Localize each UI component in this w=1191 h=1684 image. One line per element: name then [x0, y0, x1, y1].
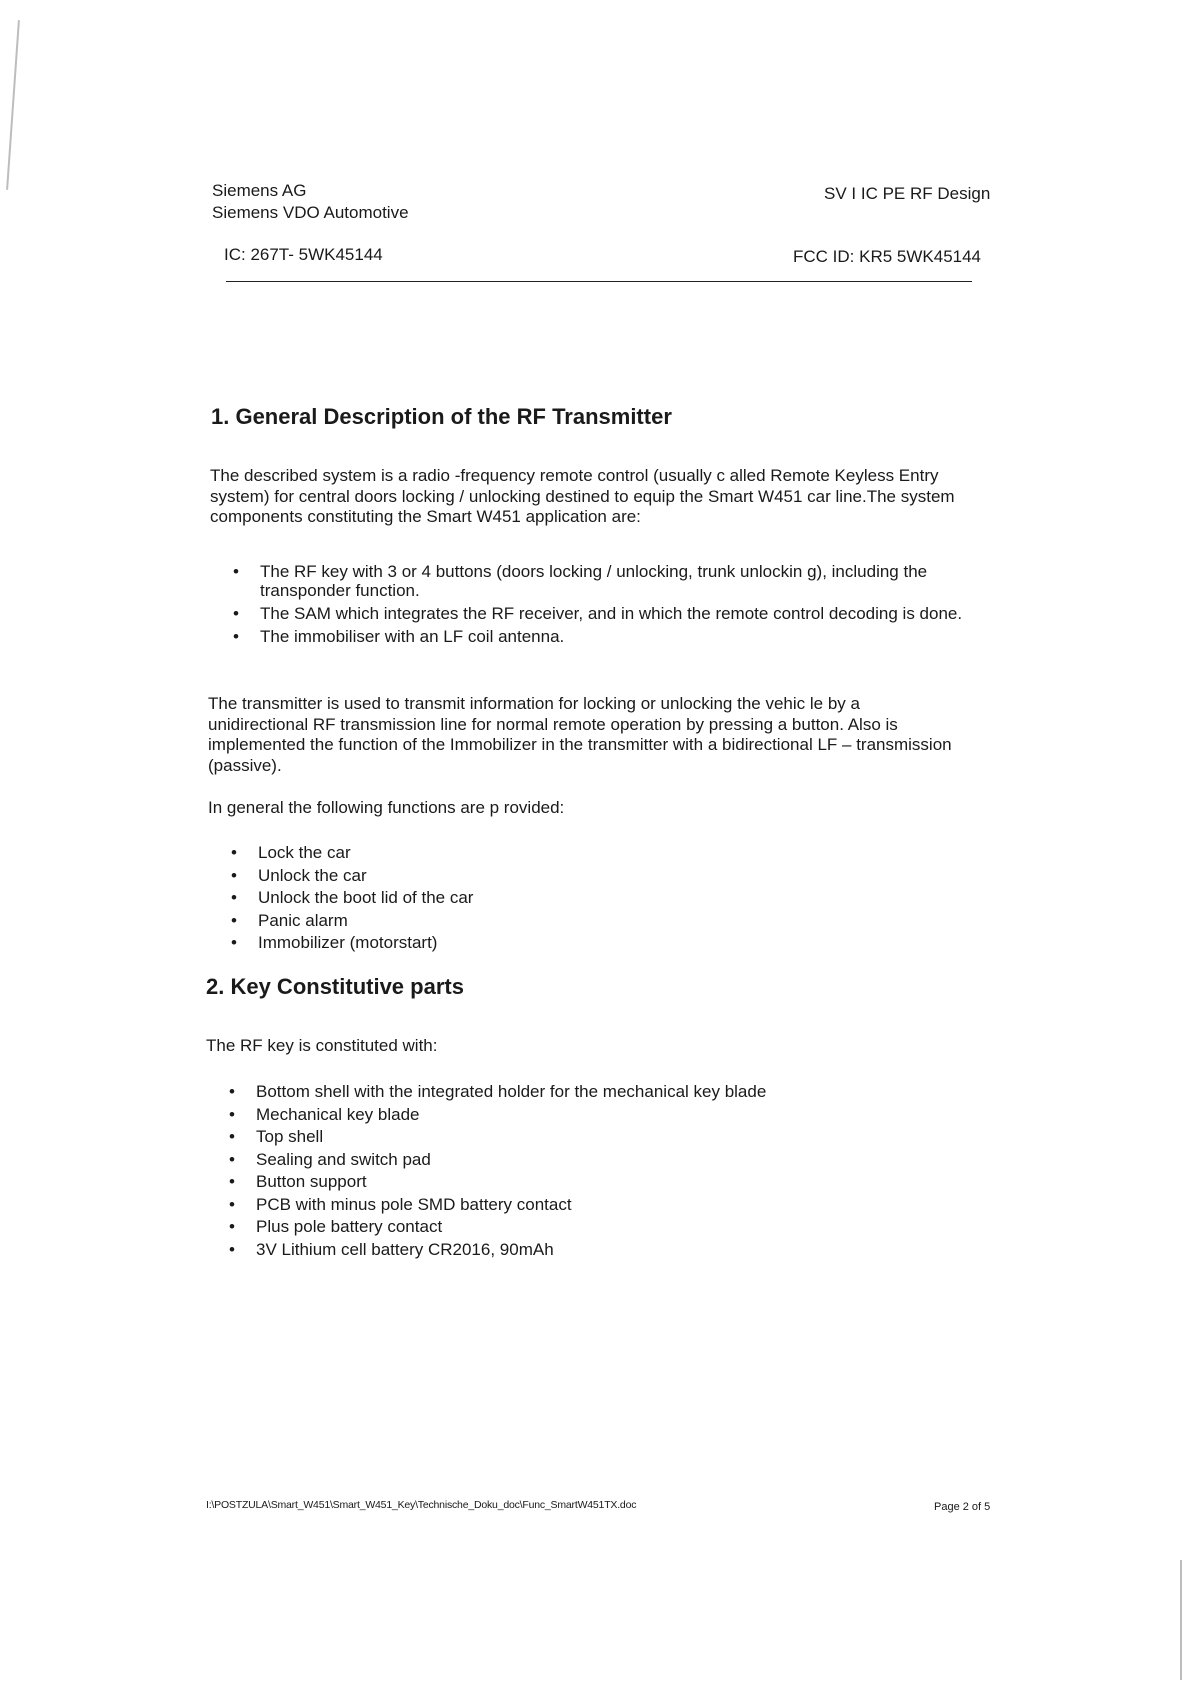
section-1-intro: The described system is a radio -frequency remote control (usually c alled Remote Keyless Entry system) for central doors locking / unlocking destined to equip the Smart W451 car line.The system components constituting the Smart W451 application are:: [210, 466, 955, 526]
section-1-title: 1. General Description of the RF Transmitter: [211, 404, 672, 429]
list-item: • The RF key with 3 or 4 buttons (doors locking / unlocking, trunk unlockin g), including the transponder function.: [230, 562, 1002, 600]
company-block: [212, 180, 409, 224]
section-2-intro: The RF key is constituted with:: [206, 1036, 438, 1055]
list-item: • The immobiliser with an LF coil antenna.: [230, 627, 1002, 646]
scan-edge-mark: [1180, 1560, 1182, 1680]
list-item: • Lock the car: [228, 842, 928, 865]
fcc-id: FCC ID: KR5 5WK45144: [793, 247, 982, 266]
scan-edge-mark: [6, 20, 20, 190]
company-division: Siemens VDO Automotive: [212, 203, 409, 222]
parts-list: [226, 1081, 986, 1261]
footer-file-path: I:\POSTZULA\Smart_W451\Smart_W451_Key\Technische_Doku_doc\Func_SmartW451TX.doc: [206, 1499, 637, 1511]
department-label: SV I IC PE RF Design: [824, 184, 991, 203]
list-item: • Sealing and switch pad: [226, 1149, 986, 1172]
list-item: • Plus pole battery contact: [226, 1216, 986, 1239]
list-item: • Mechanical key blade: [226, 1104, 986, 1127]
list-item: • Immobilizer (motorstart): [228, 932, 928, 955]
functions-intro: In general the following functions are p rovided:: [208, 798, 565, 817]
list-item: • Top shell: [226, 1126, 986, 1149]
list-item: • Bottom shell with the integrated holder for the mechanical key blade: [226, 1081, 986, 1104]
page-number: Page 2 of 5: [934, 1501, 991, 1513]
list-item: • Unlock the boot lid of the car: [228, 887, 928, 910]
company-name: Siemens AG: [212, 181, 307, 200]
list-item: • Button support: [226, 1171, 986, 1194]
header-divider: [226, 281, 972, 282]
components-list: [230, 562, 1002, 646]
list-item: • The SAM which integrates the RF receiver, and in which the remote control decoding is done.: [230, 604, 1002, 623]
list-item: • PCB with minus pole SMD battery contact: [226, 1194, 986, 1217]
list-item: • Panic alarm: [228, 910, 928, 933]
functions-list: [228, 842, 928, 955]
list-item: • 3V Lithium cell battery CR2016, 90mAh: [226, 1239, 986, 1262]
list-item: • Unlock the car: [228, 865, 928, 888]
transmitter-paragraph: The transmitter is used to transmit information for locking or unlocking the vehic le by a unidirectional RF transmission line for normal remote operation by pressing a button. Also is implemented the function of the Immobilizer in the transmitter with a bidirectional LF – transmission (passive).: [208, 694, 952, 775]
section-2-title: 2. Key Constitutive parts: [206, 974, 464, 999]
ic-id: IC: 267T- 5WK45144: [224, 245, 383, 264]
